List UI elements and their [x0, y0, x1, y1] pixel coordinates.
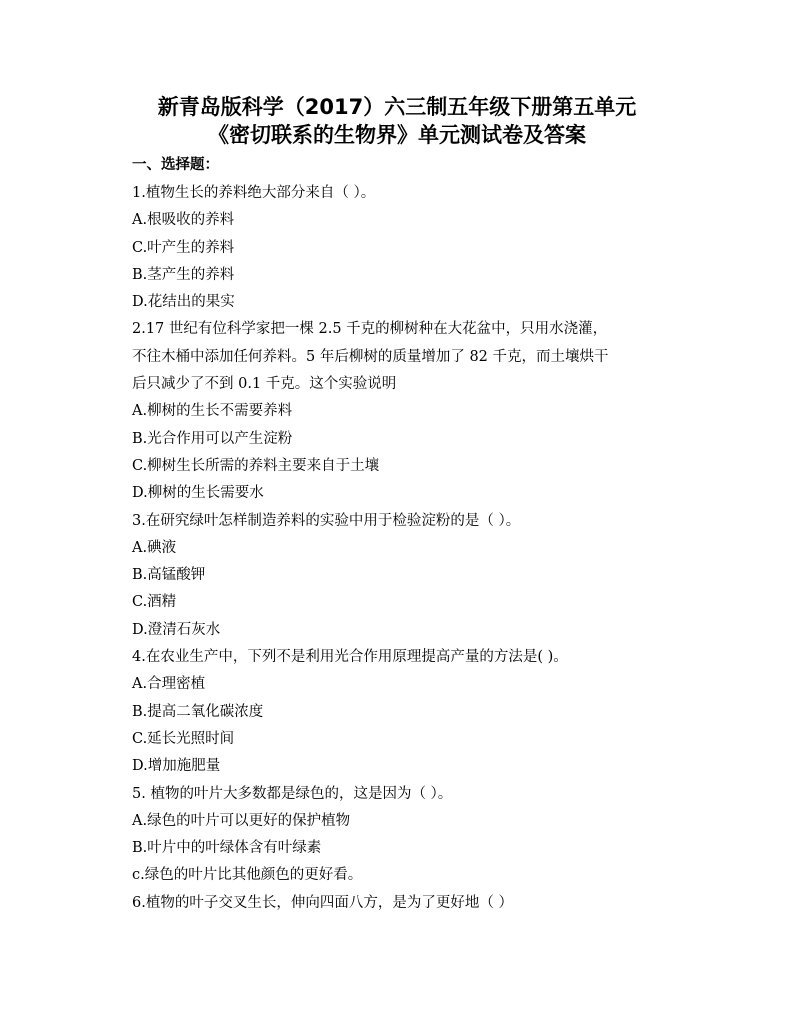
- question-2-option-d: D.柳树的生长需要水: [132, 485, 264, 502]
- question-5-option-c: c.绿色的叶片比其他颜色的更好看。: [132, 867, 363, 884]
- question-4-stem: 4.在农业生产中，下列不是利用光合作用原理提高产量的方法是( )。: [132, 649, 568, 666]
- question-4-option-a: A.合理密植: [132, 676, 206, 693]
- document-title-line-2: 《密切联系的生物界》单元测试卷及答案: [208, 123, 586, 147]
- question-1-option-b: B.茎产生的养料: [132, 266, 235, 283]
- question-2-option-c: C.柳树生长所需的养料主要来自于土壤: [132, 457, 380, 474]
- question-4-option-c: C.延长光照时间: [132, 730, 235, 747]
- document-title-line-1: 新青岛版科学（2017）六三制五年级下册第五单元: [157, 95, 637, 119]
- question-4-option-d: D.增加施肥量: [132, 758, 221, 775]
- question-4-option-b: B.提高二氧化碳浓度: [132, 703, 264, 720]
- question-2-option-b: B.光合作用可以产生淀粉: [132, 430, 293, 447]
- question-body: [132, 180, 672, 917]
- section-heading: 一、选择题：: [132, 157, 219, 173]
- question-2-stem-line-2: 不往木桶中添加任何养料。5 年后柳树的质量增加了 82 千克，而土壤烘干: [132, 348, 609, 365]
- question-2-option-a: A.柳树的生长不需要养料: [132, 403, 293, 420]
- question-3-stem: 3.在研究绿叶怎样制造养料的实验中用于检验淀粉的是（ ）。: [132, 512, 521, 529]
- question-3-option-d: D.澄清石灰水: [132, 621, 221, 638]
- question-1-option-a: A.根吸收的养料: [132, 212, 235, 229]
- question-3-option-c: C.酒精: [132, 594, 177, 611]
- question-6-stem: 6.植物的叶子交叉生长，伸向四面八方，是为了更好地（ ）: [132, 894, 513, 911]
- question-1-stem: 1.植物生长的养料绝大部分来自（ ）。: [132, 185, 376, 201]
- question-2-stem-line-1: 2.17 世纪有位科学家把一棵 2.5 千克的柳树种在大花盆中，只用水浇灌，: [132, 321, 608, 338]
- question-1-option-d: D.花结出的果实: [132, 294, 235, 311]
- question-5-stem: 5. 植物的叶片大多数都是绿色的，这是因为（ ）。: [132, 785, 453, 802]
- question-3-option-b: B.高锰酸钾: [132, 567, 206, 584]
- question-1-option-c: C.叶产生的养料: [132, 239, 235, 256]
- question-2-stem-line-3: 后只减少了不到 0.1 千克。这个实验说明: [132, 376, 397, 393]
- question-5-option-a: A.绿色的叶片可以更好的保护植物: [132, 812, 351, 829]
- question-5-option-b: B.叶片中的叶绿体含有叶绿素: [132, 840, 322, 857]
- question-3-option-a: A.碘液: [132, 539, 177, 556]
